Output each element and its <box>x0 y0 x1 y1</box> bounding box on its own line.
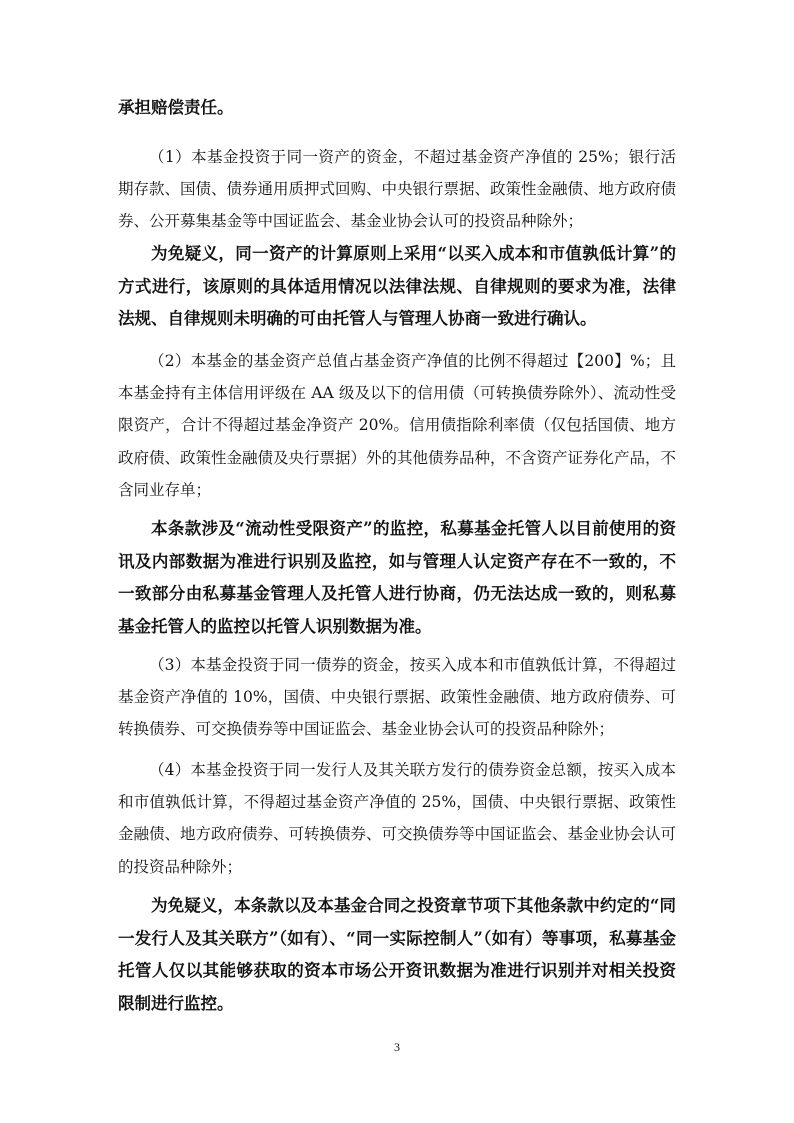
paragraph-liability-continuation: 承担赔偿责任。 <box>118 98 234 117</box>
page-number: 3 <box>394 1040 400 1054</box>
paragraph-clause-2-clarification: 本条款涉及“流动性受限资产”的监控，私募基金托管人以目前使用的资讯及内部数据为准进行识别及监控，如与管理人认定资产存在不一致的，不一致部分由私募基金管理人及托管人进行协商，仍无法达成一致的，则私募基金托管人的监控以托管人识别数据为准。 <box>118 519 676 636</box>
paragraph-clause-4-clarification: 为免疑义，本条款以及本基金合同之投资章节项下其他条款中约定的“同一发行人及其关联方”（如有）、“同一实际控制人”（如有）等事项，私募基金托管人仅以其能够获取的资本市场公开资讯数据为准进行识别并对相关投资限制进行监控。 <box>118 896 676 1013</box>
paragraph-clause-4: （4）本基金投资于同一发行人及其关联方发行的债券资金总额，按买入成本和市值孰低计算，不得超过基金资产净值的 25%，国债、中央银行票据、政策性金融债、地方政府债券、可转换债券、可交换债券等中国证监会、基金业协会认可的投资品种除外； <box>118 761 677 876</box>
paragraph-clause-1-clarification: 为免疑义，同一资产的计算原则上采用“以买入成本和市值孰低计算”的方式进行，该原则的具体适用情况以法律法规、自律规则的要求为准，法律法规、自律规则未明确的可由托管人与管理人协商一致进行确认。 <box>118 244 676 328</box>
paragraph-clause-3: （3）本基金投资于同一债券的资金，按买入成本和市值孰低计算，不得超过基金资产净值的 10%，国债、中央银行票据、政策性金融债、地方政府债券、可转换债券、可交换债券等中国证监会、基金业协会认可的投资品种除外； <box>118 656 676 739</box>
paragraph-clause-2: （2）本基金的基金资产总值占基金资产净值的比例不得超过【200】%；且本基金持有主体信用评级在 AA 级及以下的信用债（可转换债券除外）、流动性受限资产，合计不得超过基金净资产 20%。信用债指除利率债（仅包括国债、地方政府债、政策性金融债及央行票据）外的其他债券品种，不含资产证券化产品，不含同业存单； <box>118 352 677 499</box>
paragraph-clause-1: （1）本基金投资于同一资产的资金，不超过基金资产净值的 25%；银行活期存款、国债、债券通用质押式回购、中央银行票据、政策性金融债、地方政府债券、公开募集基金等中国证监会、基金业协会认可的投资品种除外； <box>118 148 677 231</box>
